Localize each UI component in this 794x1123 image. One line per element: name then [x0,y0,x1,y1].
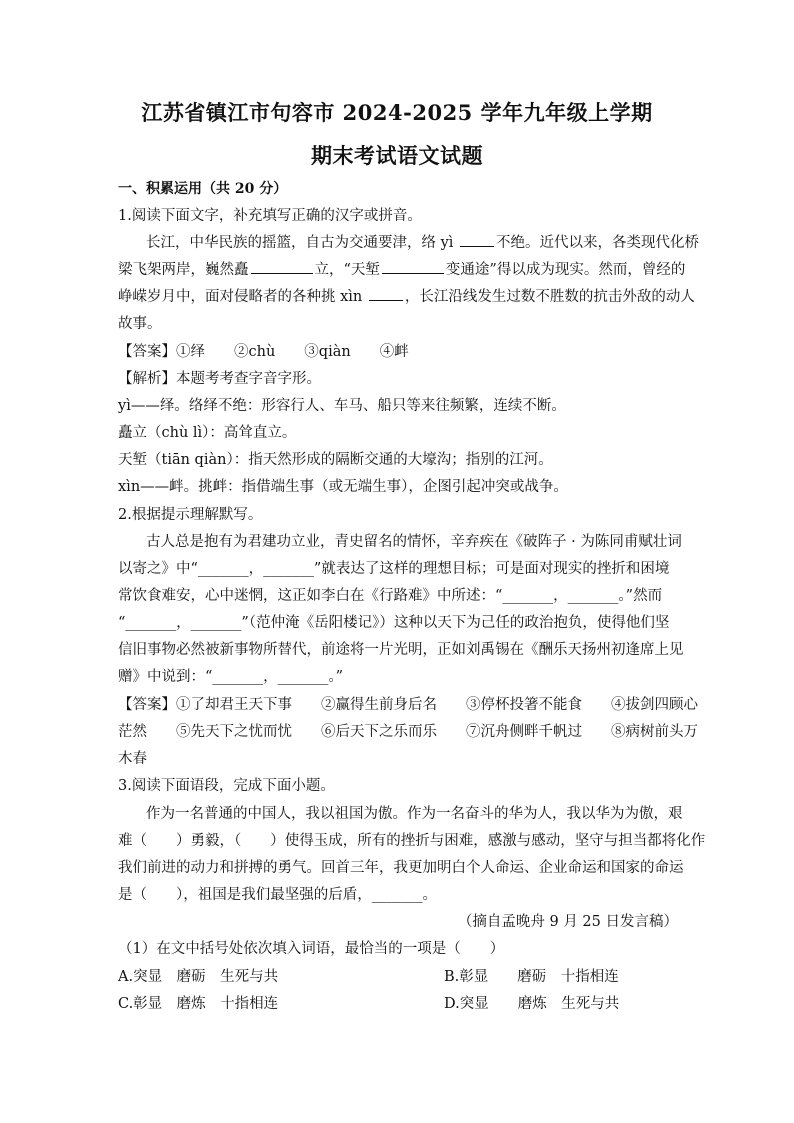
section-heading: 一、积累运用（共 20 分） [118,181,288,197]
question-2-answer: 木春 [118,751,147,767]
question-1-analysis-title: 【解析】本题考考查字音字形。 [118,371,321,387]
analysis-line: yì——绎。络绎不绝：形容行人、车马、船只等来往频繁，连续不断。 [118,398,566,414]
analysis-line: xìn——衅。挑衅：指借端生事（或无端生事），企图引起冲突或战争。 [118,479,568,495]
analysis-line: 天堑（tiān qiàn）：指天然形成的隔断交通的大壕沟；指别的江河。 [118,452,553,468]
fill-blank [382,258,444,274]
passage-text: 立，“天堑 [314,262,380,278]
question-2-passage-line: 古人总是抱有为君建功立业，青史留名的情怀，辛弃疾在《破阵子 · 为陈同甫赋壮词 [146,534,682,550]
option-b: B.彰显 磨砺 十指相连 [444,969,619,985]
question-2-stem: 2.根据提示理解默写。 [118,507,263,523]
question-2-passage-line: “_______，_______”（范仲淹《岳阳楼记》）这种以天下为己任的政治抱负，使得他们坚 [118,615,670,631]
option-c: C.彰显 磨炼 十指相连 [118,996,279,1012]
question-2-answer: 【答案】①了却君王天下事 ②赢得生前身后名 ③停杯投箸不能食 ④拔剑四顾心 [118,697,698,713]
fill-blank [460,231,494,247]
question-2-passage-line: 信旧事物必然被新事物所替代，前途将一片光明，正如刘禹锡在《酬乐天扬州初逢席上见 [118,642,684,658]
question-3-sub-1: （1）在文中括号处依次填入词语，最恰当的一项是（ ） [118,941,505,957]
question-3-passage-line: 作为一名普通的中国人，我以祖国为傲。作为一名奋斗的华为人，我以华为为傲，艰 [146,806,683,822]
fill-blank [369,285,403,301]
passage-text: 梁飞架两岸，巍然矗 [118,262,249,278]
question-2-passage-line: 赠》中说到：“_______，_______。” [118,669,344,685]
question-1-passage-line [146,230,700,257]
option-a: A.突显 磨砺 生死与共 [118,969,279,985]
passage-text: 变通途”得以成为现实。然而，曾经的 [445,262,686,278]
question-1-answer: 【答案】①绎 ②chù ③qiàn ④衅 [118,344,409,360]
question-3-passage-line: 难（ ）勇毅，（ ）使得玉成，所有的挫折与困难，感激与感动，坚守与担当都将化作 [118,833,706,849]
fill-blank [251,258,313,274]
question-3-passage-line: 是（ ），祖国是我们最坚强的后盾，_______。 [118,887,437,903]
question-3-passage-line: 我们前进的动力和拼搏的勇气。回首三年，我更加明白个人命运、企业命运和国家的命运 [118,860,684,876]
question-1-stem: 1.阅读下面文字，补充填写正确的汉字或拼音。 [118,208,422,224]
question-1-passage-line: 故事。 [118,316,162,332]
question-2-passage-line: 常饮食难安，心中迷惘，这正如李白在《行路难》中所述：“_______，_______。”然而 [118,588,663,604]
question-1-passage-line [118,257,686,284]
document-subtitle: 期末考试语文试题 [311,143,483,168]
passage-text: ，长江沿线发生过数不胜数的抗击外敌的动人 [404,289,695,305]
question-2-passage-line: 以寄之》中“_______，_______”就表达了这样的理想目标；可是面对现实的挫折和困境 [118,561,670,577]
option-d: D.突显 磨炼 生死与共 [444,996,620,1012]
question-1-passage-line [118,284,695,311]
document-title: 江苏省镇江市句容市 2024-2025 学年九年级上学期 [141,100,653,125]
passage-text: 长江，中华民族的摇篮，自古为交通要津，络 yì [146,235,454,251]
passage-text: 不绝。近代以来，各类现代化桥 [496,235,700,251]
passage-source: （摘自孟晚舟 9 月 25 日发言稿） [457,914,678,930]
question-3-stem: 3.阅读下面语段，完成下面小题。 [118,778,335,794]
analysis-line: 矗立（chù lì）：高耸直立。 [118,425,297,441]
passage-text: 峥嵘岁月中，面对侵略者的各种挑 xìn [118,289,363,305]
question-2-answer: 茫然 ⑤先天下之忧而忧 ⑥后天下之乐而乐 ⑦沉舟侧畔千帆过 ⑧病树前头万 [118,724,698,740]
